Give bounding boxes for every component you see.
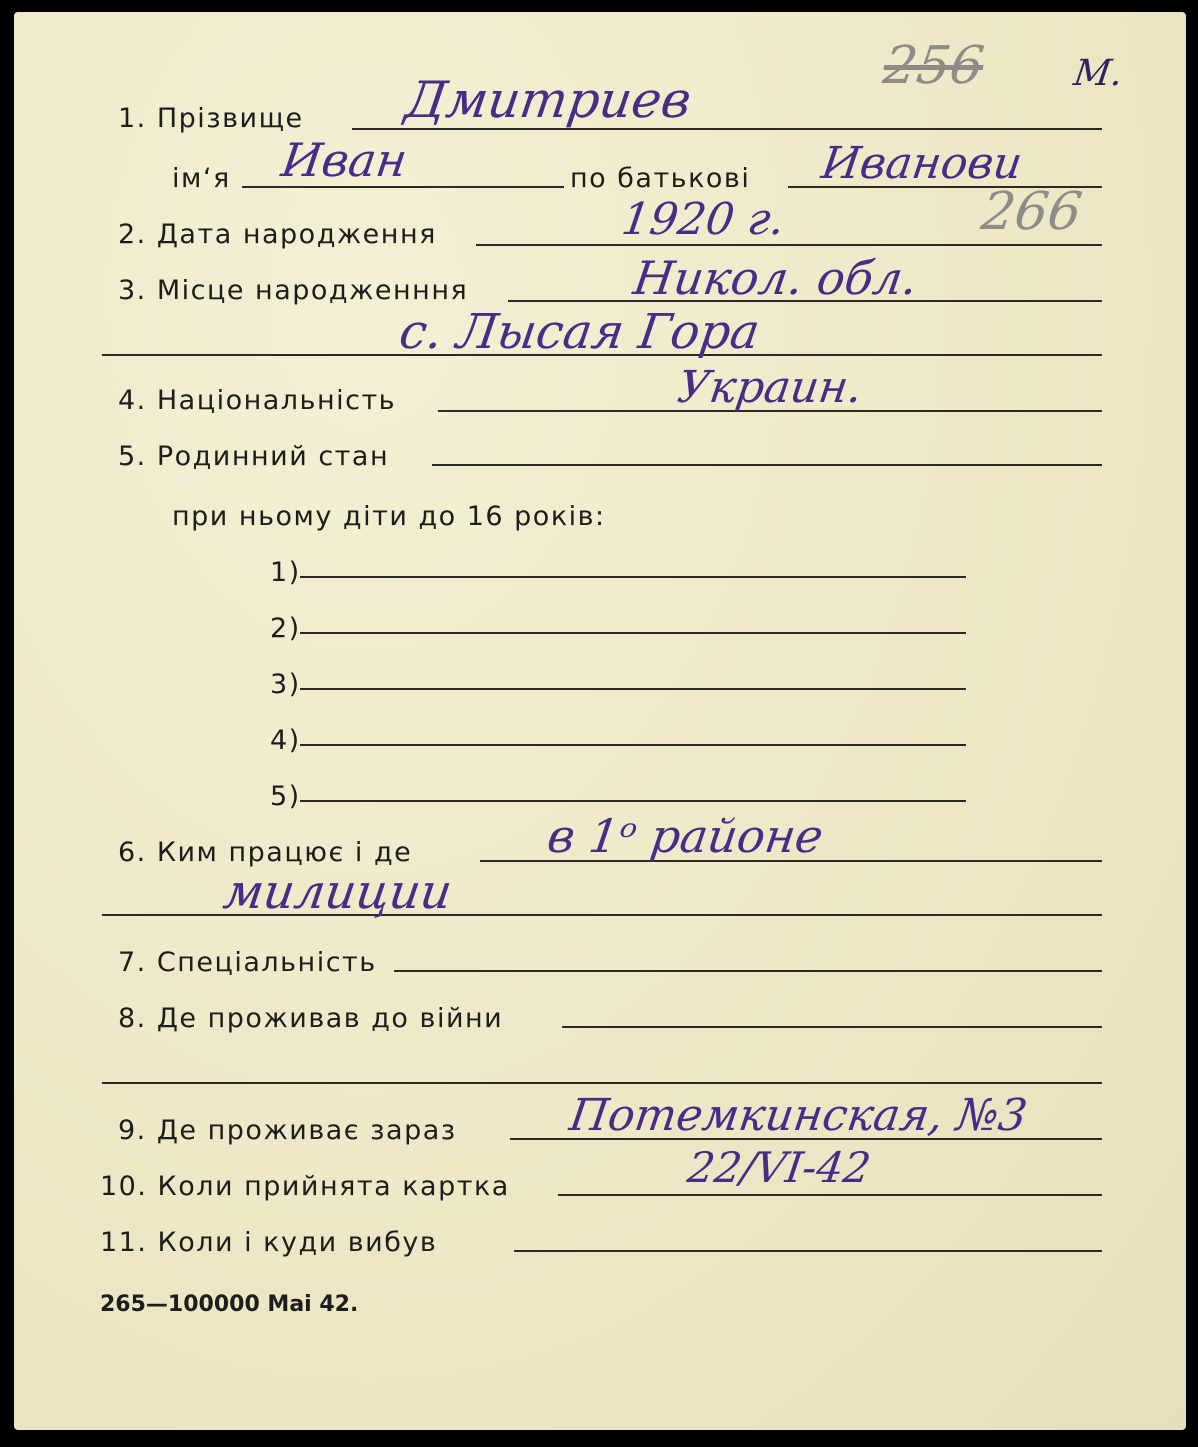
prewar-residence-label: 8. Де проживав до війни xyxy=(118,1003,504,1034)
card-accepted-line xyxy=(558,1194,1102,1196)
birth-place-value-1: Никол. обл. xyxy=(630,251,921,305)
marital-status-label: 5. Родинний стан xyxy=(118,441,390,472)
surname-value: Дмитриев xyxy=(401,71,695,129)
number-annotation: 266 xyxy=(977,182,1086,242)
birth-date-value: 1920 г. xyxy=(618,194,788,245)
marital-status-line xyxy=(432,464,1102,466)
card-accepted-label: 10. Коли прийнята картка xyxy=(100,1171,510,1202)
print-footer: 265—100000 Mai 42. xyxy=(100,1292,359,1317)
child-5-line xyxy=(300,800,966,802)
occupation-label: 6. Ким працює і де xyxy=(118,837,413,868)
specialty-label: 7. Спеціальність xyxy=(118,947,377,978)
birth-date-line xyxy=(476,244,1102,246)
occupation-value-1: в 1ᵒ районе xyxy=(544,809,827,863)
child-2-line xyxy=(300,632,966,634)
child-1-label: 1) xyxy=(270,557,301,588)
current-residence-value: Потемкинская, №3 xyxy=(566,1090,1031,1141)
crossed-number-annotation: 256 xyxy=(879,36,988,96)
birth-place-label: 3. Місце народженння xyxy=(118,275,469,306)
child-4-label: 4) xyxy=(270,725,301,756)
birth-date-label: 2. Дата народження xyxy=(118,219,437,250)
prewar-residence-line-2 xyxy=(102,1082,1102,1084)
patronymic-label: по батькові xyxy=(570,163,751,194)
first-name-value: Иван xyxy=(278,133,411,187)
prewar-residence-line xyxy=(562,1026,1102,1028)
card-accepted-value: 22/VI-42 xyxy=(684,1143,874,1192)
surname-label: 1. Прізвище xyxy=(118,103,304,134)
child-3-label: 3) xyxy=(270,669,301,700)
first-name-label: ім‘я xyxy=(172,163,231,194)
specialty-line xyxy=(394,970,1102,972)
departed-line xyxy=(514,1250,1102,1252)
patronymic-value: Иванови xyxy=(818,138,1026,189)
child-4-line xyxy=(300,744,966,746)
top-right-letter: М. xyxy=(1071,53,1126,94)
current-residence-label: 9. Де проживає зараз xyxy=(118,1115,457,1146)
departed-label: 11. Коли і куди вибув xyxy=(100,1227,438,1258)
registration-card xyxy=(14,12,1186,1430)
child-1-line xyxy=(300,576,966,578)
child-2-label: 2) xyxy=(270,613,301,644)
child-5-label: 5) xyxy=(270,781,301,812)
nationality-value: Украин. xyxy=(674,362,866,413)
children-label: при ньому діти до 16 років: xyxy=(172,501,606,532)
occupation-value-2: милиции xyxy=(220,864,456,920)
nationality-label: 4. Національність xyxy=(118,385,397,416)
child-3-line xyxy=(300,688,966,690)
birth-place-value-2: с. Лысая Гора xyxy=(396,304,764,360)
